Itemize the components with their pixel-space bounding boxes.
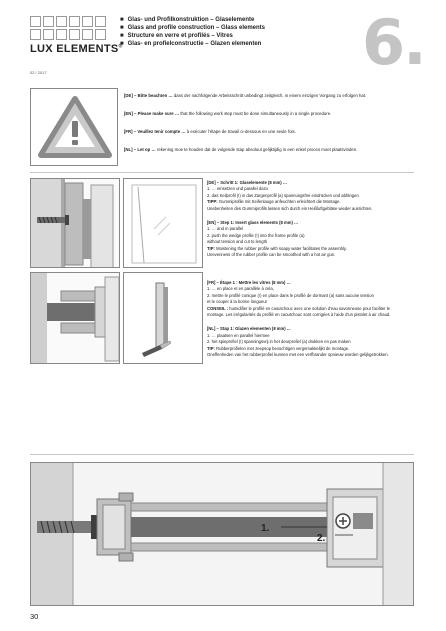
step-block-de <box>207 180 417 212</box>
step-line: 2. het spieprofiel (!) spanningsvrij in het deurprofiel (a) drukken en pas maken <box>207 339 351 345</box>
rubber-profile-cutting-illustration <box>124 273 203 364</box>
profile-cross-section-illustration <box>31 463 414 606</box>
warning-sign-panel <box>30 88 118 166</box>
wedge-profile-section-illustration <box>31 273 120 364</box>
chapter-number: 6. <box>362 6 425 79</box>
cross-section-diagram <box>30 462 414 606</box>
warning-fr: [FR] – Veuillez tenir compte … à exécuter l'étape de travail ci-dessous en une seule fois. <box>124 129 296 134</box>
warning-triangle-icon <box>31 89 119 167</box>
heading-nl: ■ Glas- en profielconstructie – Glazen elementen <box>120 40 360 48</box>
step-tip: TIP: Rubberprofielen met zeepsop bevochtigen vergemakkelijkt de montage. <box>207 345 350 351</box>
step-heading-en: [EN] – Step 1: Insert glass elements (8 mm) … <box>207 220 299 226</box>
step-tip: TIPP: Gummiprofile mit Seifenlauge anfeuchten erleichtert die Montage. <box>207 199 341 205</box>
brand-logo <box>30 16 123 55</box>
step-line: 2. mettre le profilé conique (!) en place dans le profilé de dormant (a) sans aucune tension <box>207 292 374 298</box>
step-heading-fr: [FR] – Étape 1 : Mettre les vitres (8 mm) … <box>207 280 291 285</box>
step-line: et le couper à la bonne longueur <box>207 299 268 305</box>
diagram-label-step-2: 2. <box>317 533 326 544</box>
warning-texts <box>124 93 414 165</box>
step-line: without tension and cut to length <box>207 239 268 245</box>
step-line: 1. … en place et en parallèle à cela, <box>207 286 274 292</box>
step-heading-de: [DE] – Schritt 1: Glaselemente (8 mm) … <box>207 180 288 185</box>
step-block-nl <box>207 326 417 358</box>
detail-image-1-2b <box>123 272 203 364</box>
heading-fr: ■ Structure en verre et profilés – Vitres <box>120 32 360 40</box>
brand-name: LUX ELEMENTS <box>30 43 119 55</box>
step-tip: Oneffenheden van het rubberprofiel kunnen met een verfbrander opnieuw worden gelijkgetrokken. <box>207 352 389 358</box>
page-number: 30 <box>30 612 39 621</box>
warning-de: [DE] – Bitte beachten … dass der nachfolgende Arbeitsschritt unbedingt zeitgleich, in einem einzigen Vorgang zu erfolgen hat. <box>124 93 367 98</box>
detail-image-1-2a <box>30 272 120 364</box>
heading-de: ■ Glas- und Profilkonstruktion – Glaselemente <box>120 16 360 24</box>
diagram-label-step-1: 1. <box>261 523 270 534</box>
glass-frame-corner-illustration <box>124 179 203 268</box>
step-tip: TIP: Moistening the rubber profile with soapy water facilitates the assembly. <box>207 245 347 251</box>
step-line: 1. … plaatsen en parallel hiermee <box>207 332 270 338</box>
step-tip: Unevenness of the rubber profile can be smoothed with a hot air gun. <box>207 252 336 258</box>
version-label: 02 / 2017 <box>30 70 47 75</box>
step-heading-nl: [NL] – Stap 1: Glazen elementen (8 mm) … <box>207 326 291 332</box>
warning-nl: [NL] – Let op … rekening moe te houden dat de volgende stap absoluut gelijktijdig in een enkel proces moet plaatsvinden. <box>124 147 358 152</box>
step-block-en <box>207 220 417 258</box>
divider <box>30 454 414 455</box>
step-tip: CONSEIL : humidifier le profilé en caoutchouc avec une solution d'eau savonneuse pour faciliter le <box>207 305 390 311</box>
step-line: 2. das Keilprofil (!) in das Zargenprofil (a) spannungsfrei eindrücken und abfängen <box>207 192 359 198</box>
detail-image-1-1b <box>123 178 203 268</box>
step-instructions-2 <box>207 280 417 366</box>
step-line: 2. push the wedge profile (!) into the frame profile (a) <box>207 232 305 238</box>
section-headings <box>120 16 360 48</box>
step-line: 1. … and in parallel <box>207 226 244 232</box>
step-line: 1. … einsetzen und parallel dazu <box>207 186 268 192</box>
step-block-fr <box>207 280 417 318</box>
detail-image-1-1a <box>30 178 120 268</box>
wall-anchor-detail-illustration <box>31 179 120 268</box>
registered-mark: ® <box>118 43 123 50</box>
warning-en: [EN] – Please make sure … that the following work step must be done simultaneously in a single procedure. <box>124 111 332 116</box>
logo-grid <box>30 16 110 40</box>
step-tip: montage. Les irrégularités du profilé en caoutchouc sont corrigées à l'aide d'un pistolet à air chaud. <box>207 312 391 318</box>
step-tip: Unebenheiten des Gummiprofils lassen sich durch ein Heißluftgebläse wieder ausrichten. <box>207 205 373 211</box>
step-instructions <box>207 180 417 266</box>
heading-en: ■ Glass and profile construction – Glass elements <box>120 24 360 32</box>
divider <box>30 172 414 173</box>
